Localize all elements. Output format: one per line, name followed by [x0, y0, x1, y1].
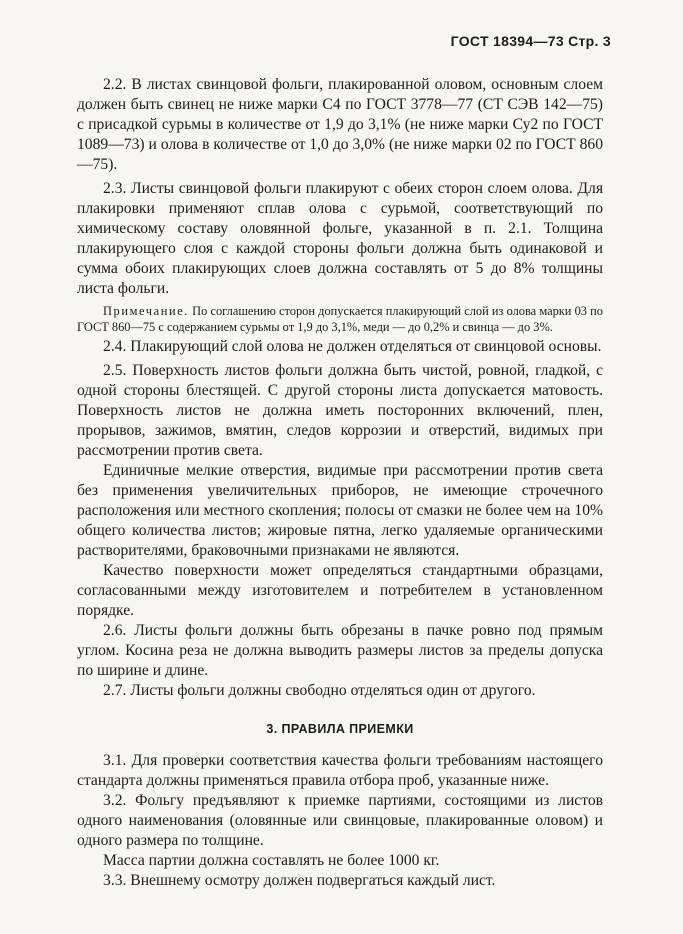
- paragraph-2-7: 2.7. Листы фольги должны свободно отделяться один от другого.: [103, 682, 536, 699]
- paragraph-2-5-quality: Качество поверхности может определяться стандартными образцами, согласованными между изготовителем и потребителем в установленном порядке.: [77, 562, 603, 619]
- document-page: [77, 28, 611, 891]
- paragraph-3-3: 3.3. Внешнему осмотру должен подвергаться каждый лист.: [103, 872, 496, 889]
- running-head: ГОСТ 18394—73 Стр. 3: [450, 33, 611, 49]
- section-title: 3. ПРАВИЛА ПРИЕМКИ: [266, 722, 414, 736]
- paragraph-3-2-mass: Масса партии должна составлять не более 1000 кг.: [103, 852, 440, 869]
- paragraph-2-6: 2.6. Листы фольги должны быть обрезаны в пачке ровно под прямым углом. Косина реза не должна выводить размеры листов за пределы допуска по ширине и длине.: [77, 622, 603, 679]
- paragraph-2-5: 2.5. Поверхность листов фольги должна быть чистой, ровной, гладкой, с одной стороны блестящей. С другой стороны листа допускается матовость. Поверхность листов не должна иметь посторонних включений, плен, прорывов, зажимов, вмятин, следов коррозии и отверстий, видимых при рассмотрении против света.: [77, 362, 603, 459]
- note-label: Примечание.: [103, 304, 189, 318]
- paragraph-3-2: 3.2. Фольгу предъявляют к приемке партиями, состоящими из листов одного наименования (оловянные или свинцовые, плакированные оловом) и одного размера по толщине.: [77, 792, 603, 849]
- paragraph-2-5-holes: Единичные мелкие отверстия, видимые при рассмотрении против света без применения увеличительных приборов, не имеющие строчечного расположения или местного скопления; полосы от смазки не более чем на 10% общего количества листов; жировые пятна, легко удаляемые органическими растворителями, браковочными признаками не являются.: [77, 462, 603, 559]
- paragraph-2-4: 2.4. Плакирующий слой олова не должен отделяться от свинцовой основы.: [103, 338, 602, 355]
- paragraph-3-1: 3.1. Для проверки соответствия качества фольги требованиям настоящего стандарта должны применяться правила отбора проб, указанные ниже.: [77, 752, 603, 789]
- note: [77, 303, 603, 335]
- note-text: По соглашению сторон допускается плакирующий слой из олова марки 03 по ГОСТ 860—75 с содержанием сурьмы от 1,9 до 3,1%, меди — до 0,2% и свинца — до 3%.: [77, 304, 603, 334]
- paragraph-2-3: 2.3. Листы свинцовой фольги плакируют с обеих сторон слоем олова. Для плакировки применяют сплав олова с сурьмой, соответствующий по химическому составу оловянной фольге, указанной в п. 2.1. Толщина плакирующего слоя с каждой стороны фольги должна быть одинаковой и сумма обоих плакирующих слоев должна составлять от 5 до 8% толщины листа фольги.: [77, 180, 603, 297]
- paragraph-2-2: 2.2. В листах свинцовой фольги, плакированной оловом, основным слоем должен быть свинец не ниже марки С4 по ГОСТ 3778—77 (СТ СЭВ 142—75) с присадкой сурьмы в количестве от 1,9 до 3,1% (не ниже марки Су2 по ГОСТ 1089—73) и олова в количестве от 1,0 до 3,0% (не ниже марки 02 по ГОСТ 860—75).: [77, 76, 603, 173]
